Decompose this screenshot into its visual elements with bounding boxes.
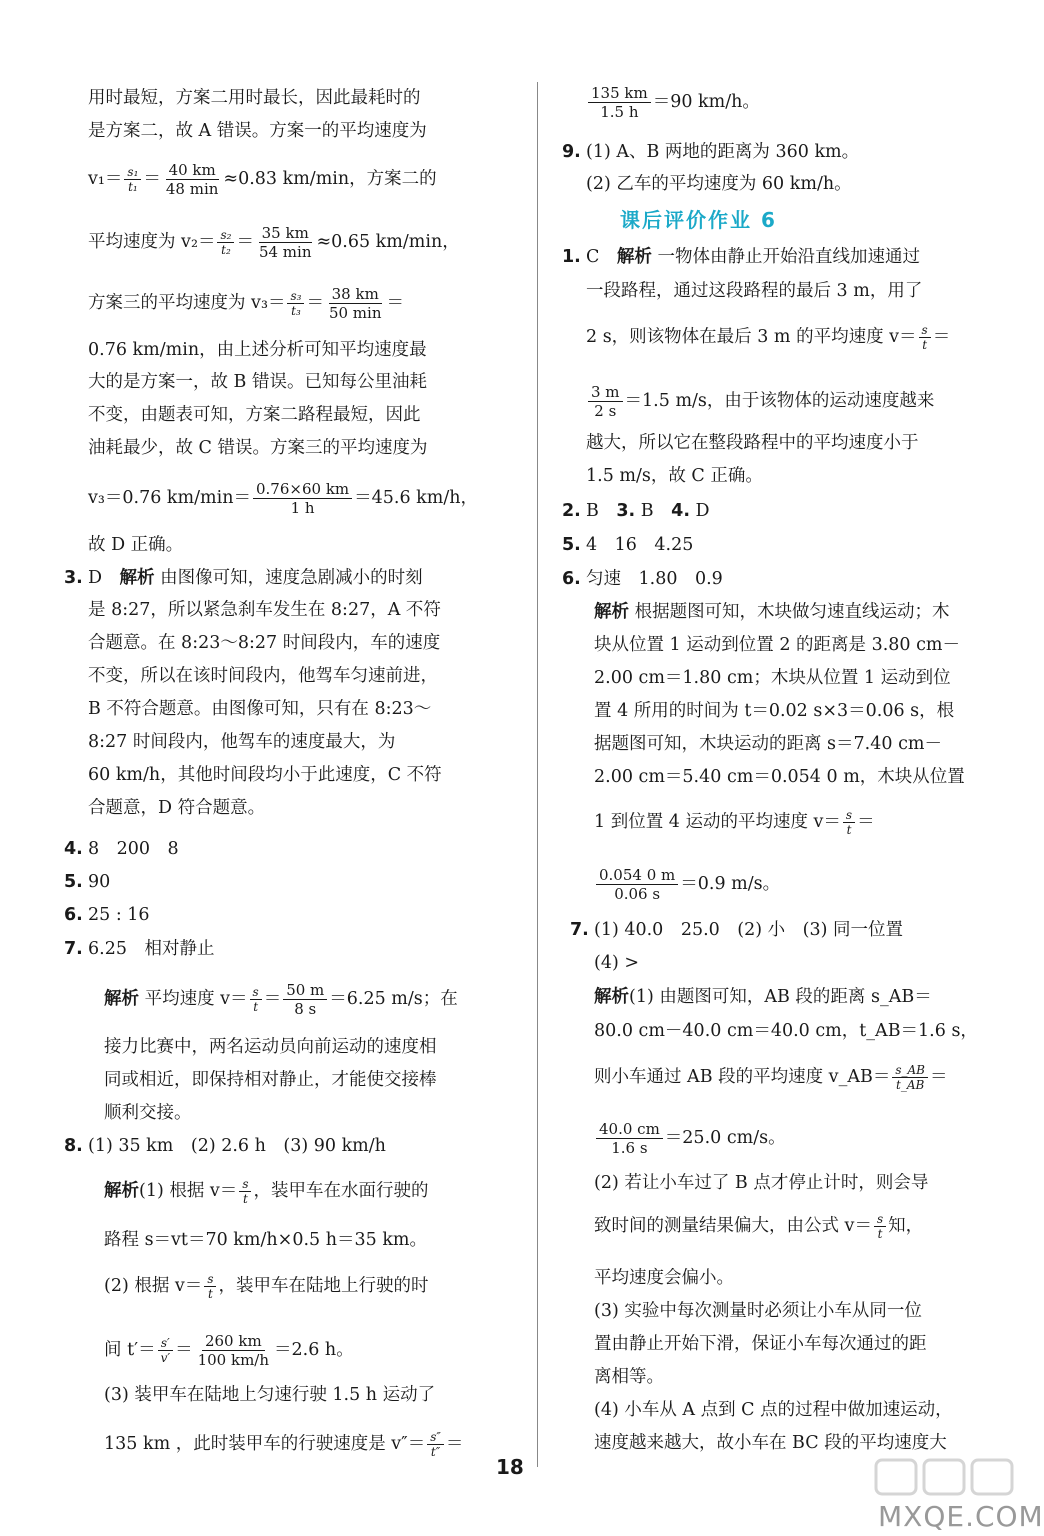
text-line: 1.5 m/s，故 C 正确。 — [586, 466, 763, 486]
text-line: 60 km/h，其他时间段均小于此速度，C 不符 — [88, 765, 442, 785]
answer-line: 6.25 相对静止 — [88, 939, 215, 959]
text-line: (4) 小车从 A 点到 C 点的过程中做加速运动， — [594, 1400, 953, 1420]
text-line: 80.0 cm－40.0 cm＝40.0 cm，t_AB＝1.6 s， — [594, 1021, 978, 1041]
question-number: 8. — [64, 1136, 83, 1156]
section-title: 课后评价作业 6 — [620, 208, 777, 232]
text-line: 2.00 cm＝5.40 cm＝0.054 0 m，木块从位置 — [594, 767, 965, 787]
answer-line: C 解析 一物体由静止开始沿直线加速通过 — [586, 247, 920, 267]
formula-line: 致时间的测量结果偏大，由公式 v＝ $\frac{s}{t}$ 知， — [594, 1212, 924, 1241]
question-number: 3. — [64, 568, 83, 588]
text-line: (3) 装甲车在陆地上匀速行驶 1.5 h 运动了 — [104, 1385, 436, 1405]
answer-line: 匀速 1.80 0.9 — [586, 569, 723, 589]
question-number: 5. — [562, 535, 581, 555]
text-line: 0.76 km/min，由上述分析可知平均速度最 — [88, 340, 427, 360]
text-line: 是 8:27，所以紧急刹车发生在 8:27，A 不符 — [88, 600, 441, 620]
text-line: (2) 若让小车过了 B 点才停止计时，则会导 — [594, 1173, 929, 1193]
formula-line: 解析(1) 根据 v＝ $\frac{s}{t}$ ，装甲车在水面行驶的 — [104, 1177, 429, 1206]
answer-line: (4) > — [594, 953, 640, 973]
answer-line: (2) 乙车的平均速度为 60 km/h。 — [586, 174, 852, 194]
text-line: 置 4 所用的时间为 t＝0.02 s×3＝0.06 s，根 — [594, 701, 955, 721]
text-line: 平均速度会偏小。 — [594, 1268, 734, 1288]
formula-line: 1 到位置 4 运动的平均速度 v＝ $\frac{s}{t}$ ＝ — [594, 808, 875, 837]
answer-line: 4 16 4.25 — [586, 535, 694, 555]
text-line: (3) 实验中每次测量时必须让小车从同一位 — [594, 1301, 922, 1321]
formula-line: $\frac{0.054 0 m}{0.06 s}$ ＝0.9 m/s。 — [594, 866, 780, 903]
text-line: 故 D 正确。 — [88, 535, 184, 555]
formula-line: 间 t′＝ $\frac{s'}{v'}$ ＝ $\frac{260 km}{100 km/h}$ ＝2.6 h。 — [104, 1332, 354, 1369]
question-number: 6. — [562, 569, 581, 589]
text-line: 用时最短，方案二用时最长，因此最耗时的 — [88, 88, 421, 108]
text-line: 路程 s＝vt＝70 km/h×0.5 h＝35 km。 — [104, 1230, 428, 1250]
page-number: 18 — [496, 1455, 524, 1479]
text-line: 置由静止开始下滑，保证小车每次通过的距 — [594, 1334, 927, 1354]
formula-line: 解析 平均速度 v＝ $\frac{s}{t}$ ＝ $\frac{50 m}{8 s}$ ＝6.25 m/s；在 — [104, 981, 458, 1018]
question-number: 5. — [64, 872, 83, 892]
text-line: 解析 根据题图可知，木块做匀速直线运动；木 — [594, 602, 950, 622]
column-divider — [537, 82, 538, 1467]
formula-line: 2 s，则该物体在最后 3 m 的平均速度 v＝ $\frac{s}{t}$ ＝ — [586, 323, 951, 352]
text-line: 大的是方案一，故 B 错误。已知每公里油耗 — [88, 372, 427, 392]
text-line: 同或相近，即保持相对静止，才能使交接棒 — [104, 1070, 437, 1090]
question-number: 2. — [562, 501, 581, 521]
formula-line: $\frac{40.0 cm}{1.6 s}$ ＝25.0 cm/s。 — [594, 1120, 786, 1157]
formula-line: (2) 根据 v＝ $\frac{s}{t}$ ，装甲车在陆地上行驶的时 — [104, 1272, 429, 1301]
answer-line: 25 : 16 — [88, 905, 150, 925]
formula-line: $\frac{135 km}{1.5 h}$ ＝90 km/h。 — [586, 84, 760, 121]
text-line: 速度越来越大，故小车在 BC 段的平均速度大 — [594, 1433, 947, 1453]
question-number: 4. — [64, 839, 83, 859]
text-line: 8:27 时间段内，他驾车的速度最大，为 — [88, 732, 396, 752]
text-line: 越大，所以它在整段路程中的平均速度小于 — [586, 433, 919, 453]
formula-line: v₃＝0.76 km/min＝ $\frac{0.76\times 60 km}{1 h}$ ＝45.6 km/h， — [88, 480, 479, 517]
formula-line: 方案三的平均速度为 v₃＝ $\frac{\text{s₃}}{\text{t₃}}$ ＝ $\frac{38 km}{50 \min}$ ＝ — [88, 285, 404, 322]
answer-line: B 3. B 4. D — [586, 501, 710, 521]
answer-line: (1) A、B 两地的距离为 360 km。 — [586, 142, 860, 162]
answer-line: (1) 35 km (2) 2.6 h (3) 90 km/h — [88, 1136, 386, 1156]
formula-line: $\frac{3 m}{2 s}$ ＝1.5 m/s，由于该物体的运动速度越来 — [586, 383, 934, 420]
text-line: 合题意。在 8:23～8:27 时间段内，车的速度 — [88, 633, 441, 653]
question-number: 6. — [64, 905, 83, 925]
formula-line: 平均速度为 v₂＝ $\frac{\text{s₂}}{\text{t₂}}$ ＝ $\frac{35 km}{54 \min}$ ≈0.65 km/min， — [88, 224, 460, 261]
question-number: 7. — [64, 939, 83, 959]
text-line: 是方案二，故 A 错误。方案一的平均速度为 — [88, 121, 427, 141]
text-line: 一段路程，通过这段路程的最后 3 m，用了 — [586, 281, 923, 301]
formula-line: v₁＝ $\frac{\text{s₁}}{\text{t₁}}$ ＝ $\frac{40 km}{48 \min}$ ≈0.83 km/min，方案二的 — [88, 161, 437, 198]
formula-line: 则小车通过 AB 段的平均速度 v_AB＝ $\frac{s\_AB}{t\_AB}$ ＝ — [594, 1063, 948, 1092]
text-line: 解析(1) 由题图可知，AB 段的距离 s_AB＝ — [594, 987, 932, 1007]
text-line: 油耗最少，故 C 错误。方案三的平均速度为 — [88, 438, 428, 458]
text-line: 接力比赛中，两名运动员向前运动的速度相 — [104, 1037, 437, 1057]
text-line: 据题图可知，木块运动的距离 s＝7.40 cm－ — [594, 734, 942, 754]
watermark-text: MXQE.COM — [878, 1500, 1044, 1533]
question-number: 9. — [562, 142, 581, 162]
text-line: B 不符合题意。由图像可知，只有在 8:23～ — [88, 699, 432, 719]
answer-line: D 解析 由图像可知，速度急剧减小的时刻 — [88, 568, 423, 588]
text-line: 2.00 cm＝1.80 cm；木块从位置 1 运动到位 — [594, 668, 951, 688]
text-line: 不变，由题表可知，方案二路程最短，因此 — [88, 405, 421, 425]
question-number: 1. — [562, 247, 581, 267]
text-line: 块从位置 1 运动到位置 2 的距离是 3.80 cm－ — [594, 635, 961, 655]
formula-line: 135 km ，此时装甲车的行驶速度是 v″＝ $\frac{s''}{t''}$ ＝ — [104, 1430, 464, 1459]
text-line: 离相等。 — [594, 1367, 664, 1387]
question-number: 7. — [570, 920, 589, 940]
answer-line: (1) 40.0 25.0 (2) 小 (3) 同一位置 — [594, 920, 903, 940]
text-line: 合题意，D 符合题意。 — [88, 798, 266, 818]
answer-line: 90 — [88, 872, 111, 892]
text-line: 顺利交接。 — [104, 1103, 192, 1123]
answer-line: 8 200 8 — [88, 839, 179, 859]
text-line: 不变，所以在该时间段内，他驾车匀速前进， — [88, 666, 438, 686]
